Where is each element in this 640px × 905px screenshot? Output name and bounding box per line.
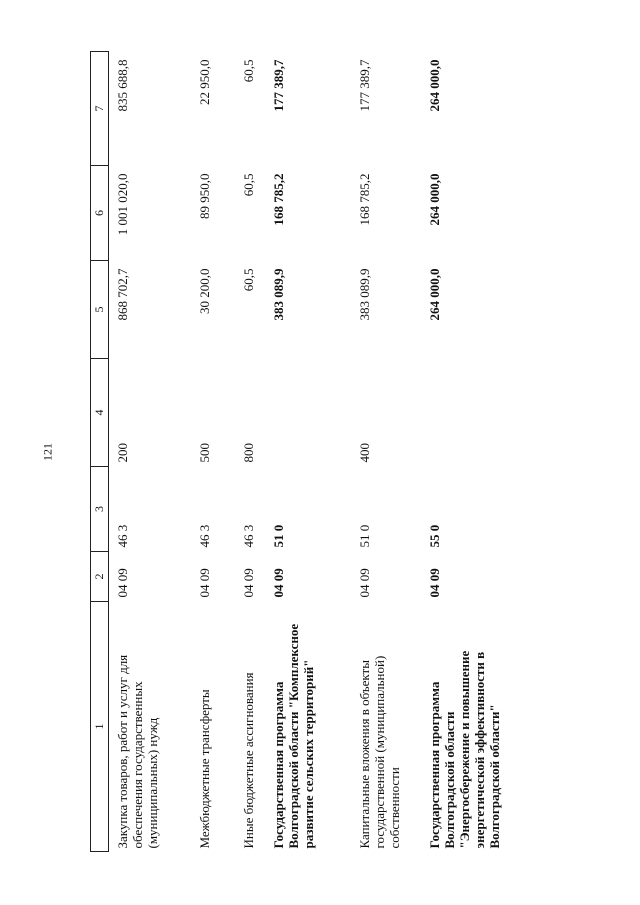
row-value-6: 1 001 020,0	[115, 173, 130, 236]
row-program-code: 46 3	[115, 524, 130, 548]
table-row	[351, 52, 421, 852]
table-row	[265, 52, 351, 852]
row-value-6: 60,5	[240, 173, 256, 197]
row-program-code: 55 0	[426, 524, 442, 548]
row-value-6: 89 950,0	[196, 173, 212, 219]
row-value-7: 177 389,7	[270, 59, 286, 112]
table-row	[235, 52, 265, 852]
row-value-7: 177 389,7	[356, 59, 372, 112]
row-expense-type: 800	[240, 443, 256, 463]
row-value-5: 30 200,0	[196, 268, 212, 314]
row-section-code: 04 09	[115, 568, 130, 598]
row-expense-type: 400	[356, 443, 372, 463]
row-value-7: 264 000,0	[426, 59, 442, 112]
row-section-code: 04 09	[270, 568, 286, 598]
row-expense-type: 500	[196, 443, 212, 463]
row-program-code: 46 3	[196, 524, 212, 548]
table-row	[421, 52, 521, 852]
row-section-code: 04 09	[196, 568, 212, 598]
header-col-6: 6	[91, 166, 109, 261]
row-value-6: 168 785,2	[356, 173, 372, 226]
row-value-5: 868 702,7	[115, 268, 130, 321]
row-value-5: 60,5	[240, 268, 256, 292]
budget-table	[90, 51, 521, 852]
header-col-4: 4	[91, 359, 109, 467]
row-value-6: 168 785,2	[270, 173, 286, 226]
header-col-3: 3	[91, 467, 109, 552]
row-name: Государственная программа Волгоградской области "Энергосбережение и повышение энергетической эффективности в Волгоградской области"	[426, 650, 502, 849]
row-value-7: 60,5	[240, 59, 256, 83]
row-section-code: 04 09	[426, 568, 442, 598]
row-program-code: 51 0	[270, 524, 286, 548]
page-number: 121	[40, 443, 55, 461]
row-value-7: 835 688,8	[115, 59, 130, 112]
header-col-5: 5	[91, 261, 109, 359]
row-expense-type: 200	[115, 443, 130, 463]
row-name: Капитальные вложения в объекты государственной (муниципальной) собственности	[356, 655, 402, 849]
table-row	[109, 52, 191, 852]
header-row	[91, 52, 109, 852]
header-col-1: 1	[91, 602, 109, 852]
row-program-code: 46 3	[240, 524, 256, 548]
row-program-code: 51 0	[356, 524, 372, 548]
header-col-7: 7	[91, 52, 109, 166]
rotated-table-container	[90, 52, 620, 852]
row-name: Закупка товаров, работ и услуг для обеспечения государственных (муниципальных) нужд	[115, 654, 160, 849]
row-section-code: 04 09	[240, 568, 256, 598]
row-value-5: 383 089,9	[356, 268, 372, 321]
row-value-7: 22 950,0	[196, 59, 212, 105]
row-expense-type	[265, 359, 351, 467]
header-col-2: 2	[91, 552, 109, 602]
row-value-5: 264 000,0	[426, 268, 442, 321]
row-name: Межбюджетные трансферты	[196, 689, 212, 849]
row-value-5: 383 089,9	[270, 268, 286, 321]
row-name: Государственная программа Волгоградской области "Комплексное развитие сельских территорий"	[270, 623, 316, 849]
row-value-6: 264 000,0	[426, 173, 442, 226]
table-row	[191, 52, 235, 852]
row-section-code: 04 09	[356, 568, 372, 598]
row-name: Иные бюджетные ассигнования	[240, 672, 256, 849]
row-expense-type	[421, 359, 521, 467]
